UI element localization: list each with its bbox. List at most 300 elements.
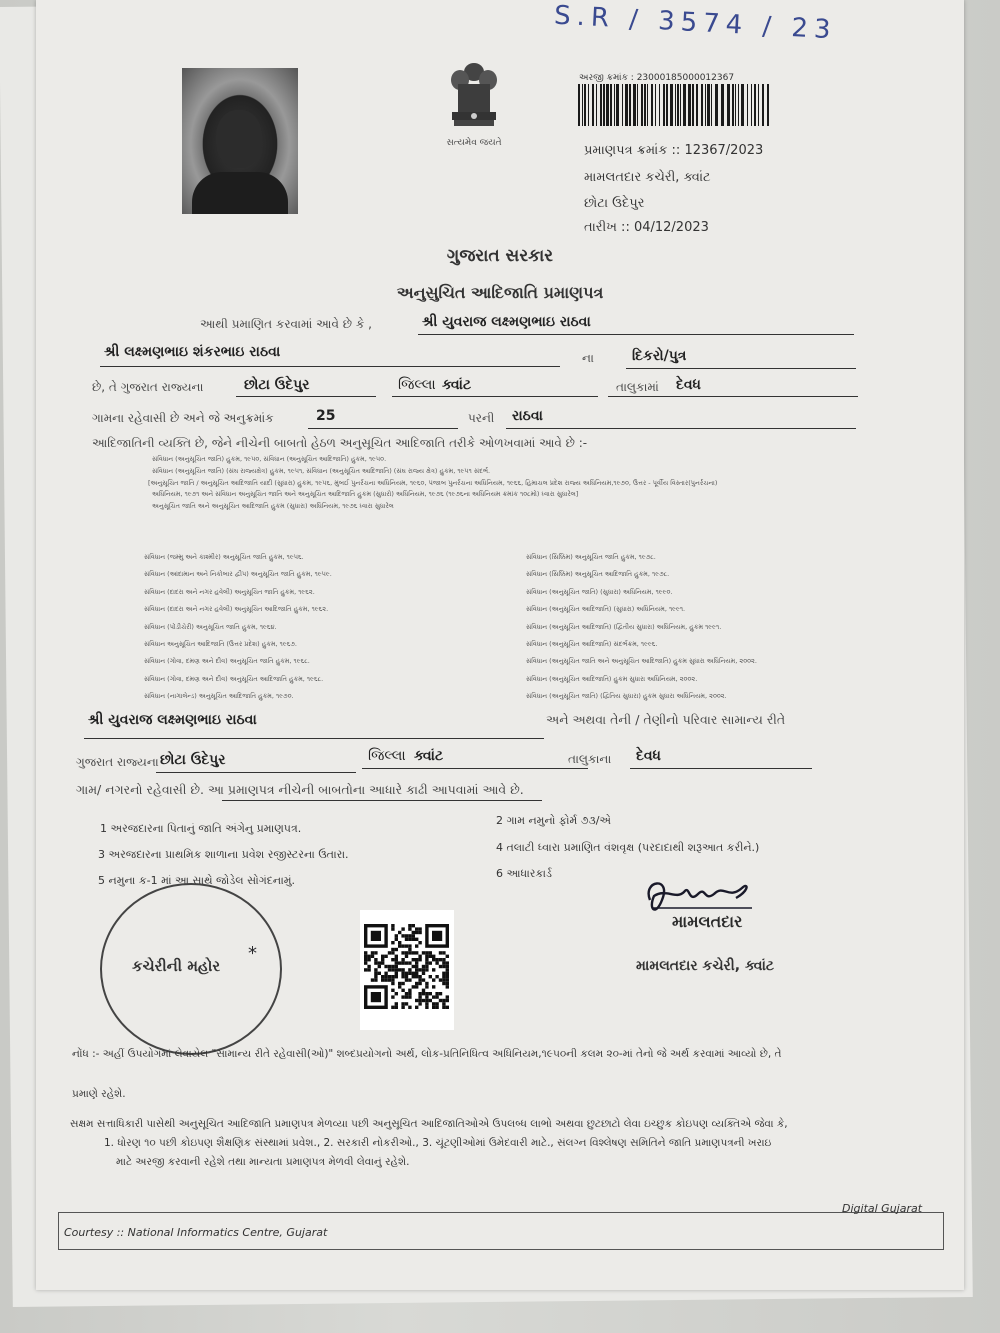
qr-module bbox=[371, 955, 374, 958]
qr-module bbox=[412, 934, 415, 937]
qr-module bbox=[429, 955, 432, 958]
qr-module bbox=[432, 978, 435, 981]
qr-module bbox=[412, 958, 415, 961]
certify-label: આથી પ્રમાણિત કરવામાં આવે છે કે , bbox=[200, 317, 372, 331]
issuing-office: મામલતદાર કચેરી, ક્વાંટ bbox=[584, 170, 711, 185]
qr-module bbox=[422, 965, 425, 968]
qr-finder bbox=[432, 931, 442, 941]
qr-module bbox=[432, 985, 435, 988]
document-item: 3 અરજદારના પ્રાથમિક શાળાના પ્રવેશ રજીસ્ટરના ઉતારા. bbox=[98, 848, 349, 861]
order-left-item: સંવિધાન અનુસૂચિત આદિજાતિ (ઉત્તર પ્રદેશ) હુકમ, ૧૯૬૭. bbox=[144, 640, 297, 649]
qr-module bbox=[442, 982, 445, 985]
orders-left-column bbox=[144, 549, 444, 706]
issue-date: તારીખ :: 04/12/2023 bbox=[584, 220, 709, 235]
qr-module bbox=[395, 965, 398, 968]
residence-village: દેવધ bbox=[636, 748, 661, 764]
qr-module bbox=[415, 972, 418, 975]
barcode-bar bbox=[578, 84, 580, 126]
qr-module bbox=[442, 1006, 445, 1009]
residence-district: છોટા ઉદેપુર bbox=[160, 752, 226, 768]
qr-module bbox=[371, 978, 374, 981]
qr-module bbox=[425, 1002, 428, 1005]
qr-module bbox=[405, 995, 408, 998]
barcode-bar bbox=[721, 84, 724, 126]
qr-module bbox=[381, 978, 384, 981]
qr-module bbox=[391, 1006, 394, 1009]
qr-module bbox=[381, 975, 384, 978]
qr-module bbox=[432, 968, 435, 971]
qr-module bbox=[418, 931, 421, 934]
qr-module bbox=[435, 958, 438, 961]
qr-module bbox=[425, 992, 428, 995]
star-icon: * bbox=[248, 943, 257, 964]
qr-module bbox=[391, 948, 394, 951]
qr-module bbox=[442, 958, 445, 961]
qr-module bbox=[398, 941, 401, 944]
qr-module bbox=[374, 972, 377, 975]
qr-module bbox=[388, 965, 391, 968]
residence-district-label: જિલ્લા bbox=[368, 748, 406, 764]
underline bbox=[222, 800, 542, 801]
signatory-title: મામલતદાર bbox=[672, 912, 743, 931]
qr-module bbox=[442, 965, 445, 968]
qr-module bbox=[398, 931, 401, 934]
barcode-bar bbox=[670, 84, 673, 126]
father-name: શ્રી લક્ષ્મણભાઇ શંકરભાઇ રાઠવા bbox=[104, 344, 281, 360]
qr-module bbox=[422, 999, 425, 1002]
qr-module bbox=[425, 968, 428, 971]
qr-finder bbox=[371, 992, 381, 1002]
order-left-item: સંવિધાન (નાગાલેન્ડ) અનુસૂચિત આદિજાતિ હુકમ, ૧૯૭૦. bbox=[144, 692, 294, 701]
qr-module bbox=[408, 934, 411, 937]
barcode-bar bbox=[582, 84, 583, 126]
barcode-bar bbox=[625, 84, 628, 126]
qr-module bbox=[446, 972, 449, 975]
qr-module bbox=[384, 978, 387, 981]
barcode-bar bbox=[732, 84, 734, 126]
qr-module bbox=[412, 985, 415, 988]
underline bbox=[100, 366, 560, 367]
orders-block bbox=[148, 455, 892, 511]
qr-module bbox=[439, 992, 442, 995]
qr-module bbox=[422, 972, 425, 975]
qr-module bbox=[367, 968, 370, 971]
barcode-bar bbox=[629, 84, 631, 126]
qr-module bbox=[425, 961, 428, 964]
qr-module bbox=[381, 955, 384, 958]
order-right-item: સંવિધાન (સિક્કિમ) અનુસૂચિત આદિજાતિ હુકમ, ૧૯૭૮. bbox=[526, 570, 670, 579]
qr-module bbox=[418, 958, 421, 961]
qr-module bbox=[408, 989, 411, 992]
barcode-bar bbox=[762, 84, 764, 126]
qr-module bbox=[429, 992, 432, 995]
qr-module bbox=[435, 992, 438, 995]
qr-module bbox=[432, 958, 435, 961]
office-stamp bbox=[100, 883, 282, 1055]
order-right-item: સંવિધાન (અનુસૂચિત આદિજાતિ) (દ્વિતીય સુધારા) અધિનિયમ, હુકમ ૧૯૯૧. bbox=[526, 622, 722, 631]
qr-module bbox=[395, 955, 398, 958]
certificate-number: પ્રમાણપત્ર ક્રમાંક :: 12367/2023 bbox=[584, 143, 764, 158]
barcode-bar bbox=[735, 84, 736, 126]
underline bbox=[418, 334, 854, 335]
barcode-bar bbox=[707, 84, 710, 126]
qr-module bbox=[422, 989, 425, 992]
qr-module bbox=[398, 982, 401, 985]
qr-module bbox=[412, 938, 415, 941]
qr-module bbox=[374, 951, 377, 954]
stamp-text: કચેરીની મહોર bbox=[132, 957, 221, 975]
barcode-bar bbox=[651, 84, 653, 126]
order-line: સંવિધાન (અનુસૂચિત જાતિ) હુકમ, ૧૯૫૦, સંવિધાન (અનુસૂચિત આદિજાતિ) હુકમ, ૧૯૫૦. bbox=[152, 455, 387, 463]
qr-module bbox=[364, 968, 367, 971]
qr-module bbox=[374, 961, 377, 964]
qr-module bbox=[405, 972, 408, 975]
qr-module bbox=[425, 1006, 428, 1009]
applicant-photo bbox=[182, 68, 298, 214]
qr-module bbox=[415, 938, 418, 941]
barcode-bar bbox=[666, 84, 668, 126]
qr-module bbox=[395, 975, 398, 978]
qr-module bbox=[415, 931, 418, 934]
barcode-bar bbox=[588, 84, 589, 126]
barcode-bar bbox=[603, 84, 605, 126]
qr-module bbox=[391, 982, 394, 985]
qr-module bbox=[408, 938, 411, 941]
barcode-bar bbox=[754, 84, 756, 126]
qr-module bbox=[442, 975, 445, 978]
note-application: માટે અરજી કરવાની રહેશે તથા માન્યતા પ્રમાણપત્ર મેળવી લેવાનું રહેશે. bbox=[116, 1156, 410, 1168]
document-item: 2 ગામ નમુનો ફોર્મ ૭૩/એ bbox=[496, 814, 612, 827]
qr-module bbox=[408, 961, 411, 964]
barcode-bar bbox=[675, 84, 676, 126]
qr-module bbox=[418, 1002, 421, 1005]
qr-module bbox=[429, 961, 432, 964]
qr-module bbox=[364, 961, 367, 964]
qr-module bbox=[384, 972, 387, 975]
barcode-bar bbox=[701, 84, 703, 126]
order-left-item: સંવિધાન (જમ્મુ અને કાશ્મીર) અનુસૂચિત જાતિ હુકમ, ૧૯૫૬. bbox=[144, 553, 304, 561]
qr-code bbox=[360, 910, 454, 1030]
serial-number: 25 bbox=[316, 408, 336, 424]
barcode-bar bbox=[633, 84, 636, 126]
qr-module bbox=[391, 978, 394, 981]
barcode-bar bbox=[622, 84, 623, 126]
barcode-bar bbox=[641, 84, 643, 126]
photo-shirt bbox=[192, 172, 288, 214]
residence-taluka-label: તાલુકાના bbox=[568, 752, 612, 766]
qr-module bbox=[418, 978, 421, 981]
barcode-bar bbox=[767, 84, 769, 126]
barcode-bar bbox=[751, 84, 752, 126]
qr-module bbox=[418, 982, 421, 985]
qr-module bbox=[401, 989, 404, 992]
qr-module bbox=[429, 975, 432, 978]
qr-module bbox=[418, 999, 421, 1002]
order-left-item: સંવિધાન (ગોવા, દમણ અને દીવ) અનુસૂચિત જાતિ હુકમ, ૧૯૬૮. bbox=[144, 657, 310, 666]
order-left-item: સંવિધાન (આંદામાન અને નિકોબાર દ્વીપ) અનુસૂચિત જાતિ હુકમ, ૧૯૫૯. bbox=[144, 570, 332, 579]
qr-module bbox=[412, 965, 415, 968]
barcode bbox=[576, 84, 774, 126]
order-right-item: સંવિધાન (અનુસૂચિત આદિજાતિ) (સુધારા) અધિનિયમ, ૧૯૯૧. bbox=[526, 605, 686, 614]
handwritten-reference: S.R / 3574 / 23 bbox=[553, 0, 838, 46]
barcode-bar bbox=[677, 84, 679, 126]
barcode-bar bbox=[610, 84, 612, 126]
qr-module bbox=[446, 1006, 449, 1009]
barcode-bar bbox=[747, 84, 748, 126]
qr-module bbox=[405, 951, 408, 954]
certificate-title: અનુસુચિત આદિજાતિ પ્રમાણપત્ર bbox=[396, 283, 604, 302]
qr-module bbox=[395, 968, 398, 971]
qr-module bbox=[415, 999, 418, 1002]
qr-module bbox=[408, 978, 411, 981]
digital-gujarat-label: Digital Gujarat bbox=[842, 1202, 923, 1215]
qr-module bbox=[429, 999, 432, 1002]
qr-module bbox=[415, 944, 418, 947]
qr-module bbox=[439, 951, 442, 954]
qr-module bbox=[395, 948, 398, 951]
qr-module bbox=[408, 968, 411, 971]
qr-module bbox=[412, 931, 415, 934]
qr-module bbox=[395, 992, 398, 995]
qr-module bbox=[378, 961, 381, 964]
qr-module bbox=[442, 1002, 445, 1005]
qr-module bbox=[405, 978, 408, 981]
order-left-item: સંવિધાન (દાદરા અને નગર હવેલી) અનુસૂચિત આદિજાતિ હુકમ, ૧૯૬૨. bbox=[144, 605, 329, 614]
barcode-bar bbox=[592, 84, 594, 126]
document-item: 6 આધારકાર્ડ bbox=[496, 867, 552, 880]
order-line: અધિનિયમ, ૧૯૭૧ અને સંવિધાન અનુસૂચિત જાતિ અને અનુસૂચિત આદિજાતિ હુકમ (સુધારો) અધિનિયમ, ૧૯૭૬ (૧૯૭૬ના અધિનિયમ ક્રમાંક ૧૦૮મો) ધ્વારા સુધારેલ] bbox=[152, 490, 579, 499]
order-right-item: સંવિધાન (અનુસૂચિત આદિજાતિ) હુકમ સુધારા અધિનિયમ, ૨૦૦૨. bbox=[526, 674, 698, 683]
qr-module bbox=[388, 978, 391, 981]
qr-module bbox=[432, 995, 435, 998]
document-item: 1 અરજદારના પિતાનું જાતિ અંગેનુ પ્રમાણપત્ર. bbox=[100, 822, 302, 835]
qr-module bbox=[446, 978, 449, 981]
qr-module bbox=[405, 975, 408, 978]
qr-module bbox=[398, 944, 401, 947]
barcode-bar bbox=[614, 84, 615, 126]
qr-module bbox=[412, 951, 415, 954]
barcode-bar bbox=[659, 84, 660, 126]
qr-module bbox=[391, 995, 394, 998]
barcode-bar bbox=[680, 84, 681, 126]
qr-module bbox=[384, 975, 387, 978]
emblem-caption: સત્યમેવ જયતે bbox=[446, 138, 502, 148]
qr-module bbox=[435, 995, 438, 998]
barcode-bar bbox=[692, 84, 694, 126]
qr-module bbox=[401, 958, 404, 961]
qr-module bbox=[418, 955, 421, 958]
qr-module bbox=[412, 924, 415, 927]
qr-module bbox=[391, 989, 394, 992]
tribe-clause: આદિજાતિની વ્યક્તિ છે, જેને નીચેની બાબતો હેઠળ અનુસૂચિત આદિજાતિ તરીકે ઓળખવામાં આવે છે :- bbox=[92, 436, 588, 450]
qr-module bbox=[415, 965, 418, 968]
qr-module bbox=[408, 927, 411, 930]
barcode-bar bbox=[647, 84, 648, 126]
qr-module bbox=[442, 999, 445, 1002]
barcode-bar bbox=[696, 84, 698, 126]
qr-module bbox=[446, 968, 449, 971]
barcode-bar bbox=[741, 84, 744, 126]
taluka-label: તાલુકામાં bbox=[616, 380, 659, 394]
qr-module bbox=[422, 992, 425, 995]
residence-taluka: ક્વાંટ bbox=[414, 748, 444, 764]
qr-module bbox=[418, 927, 421, 930]
qr-module bbox=[442, 961, 445, 964]
underline bbox=[608, 396, 858, 397]
underline bbox=[156, 772, 356, 773]
qr-module bbox=[408, 951, 411, 954]
qr-module bbox=[371, 951, 374, 954]
qr-module bbox=[395, 938, 398, 941]
qr-module bbox=[388, 975, 391, 978]
note-definition-end: પ્રમાણે રહેશે. bbox=[72, 1088, 126, 1100]
national-emblem-icon bbox=[444, 58, 504, 136]
qr-module bbox=[425, 982, 428, 985]
qr-module bbox=[422, 968, 425, 971]
barcode-bar bbox=[727, 84, 730, 126]
qr-module bbox=[401, 968, 404, 971]
qr-module bbox=[425, 958, 428, 961]
underline bbox=[236, 396, 376, 397]
qr-module bbox=[395, 958, 398, 961]
qr-module bbox=[418, 992, 421, 995]
barcode-bar bbox=[683, 84, 686, 126]
qr-module bbox=[412, 972, 415, 975]
qr-module bbox=[388, 968, 391, 971]
qr-module bbox=[439, 958, 442, 961]
document-item: 4 તલાટી ધ્વારા પ્રમાણિત વંશવૃક્ષ (પરદાદાથી શરૂઆત કરીને.) bbox=[496, 841, 760, 854]
order-line: અનુસૂચિત જાતિ અને અનુસૂચિત આદિજાતિ હુકમ (સુધારા) અધિનિયમ, ૧૯૭૬ ધ્વારા સુધારેલ bbox=[152, 502, 394, 511]
qr-module bbox=[446, 965, 449, 968]
qr-module bbox=[439, 978, 442, 981]
barcode-bar bbox=[705, 84, 706, 126]
qr-module bbox=[367, 955, 370, 958]
qr-module bbox=[405, 1002, 408, 1005]
barcode-bar bbox=[606, 84, 609, 126]
qr-module bbox=[432, 955, 435, 958]
barcode-bar bbox=[711, 84, 712, 126]
qr-module bbox=[412, 975, 415, 978]
qr-module bbox=[415, 927, 418, 930]
qr-module bbox=[401, 982, 404, 985]
barcode-bar bbox=[596, 84, 597, 126]
order-right-item: સંવિધાન (અનુસૂચિત જાતિ અને અનુસૂચિત આદિજાતિ) હુકમ સુધારા અધિનિયમ, ૨૦૦૨. bbox=[526, 657, 757, 666]
qr-module bbox=[446, 961, 449, 964]
qr-module bbox=[435, 961, 438, 964]
qr-module bbox=[446, 975, 449, 978]
son-of-label: ના bbox=[582, 351, 594, 365]
qr-module bbox=[374, 968, 377, 971]
qr-module bbox=[374, 978, 377, 981]
underline bbox=[308, 428, 458, 429]
qr-module bbox=[391, 927, 394, 930]
underline bbox=[84, 738, 544, 739]
underline bbox=[506, 428, 856, 429]
qr-module bbox=[429, 951, 432, 954]
orders-right-column bbox=[526, 549, 866, 706]
tribe-label: પરની bbox=[468, 411, 495, 425]
qr-module bbox=[378, 965, 381, 968]
qr-module bbox=[408, 924, 411, 927]
order-line: સંવિધાન (અનુસૂચિત જાતિ) (સંઘ રાજ્યક્ષેત્ર) હુકમ, ૧૯૫૧, સંવિધાન (અનુસૂચિત આદિજાતિ) (સંઘ રાજ્ય ક્ષેત્ર) હુકમ, ૧૯૫૧ સંદર્ભ. bbox=[152, 466, 491, 475]
order-line: [અનુસૂચિત જાતિ / અનુસૂચિત આદિજાતિ યાદી (સુધારા) હુકમ, ૧૯૫૬, મુંબઈ પુનર્રચના અધિનિયમ, ૧૯૬૦, પંજાબ પુનર્રચના અધિનિયમ, ૧૯૬૬, હિમાચલ પ્રદેશ રાજ્ય અધિનિયમ,૧૯૭૦, ઉત્તર - પૂર્વીય વિસ્તાર(પુનર્રચના) bbox=[148, 478, 718, 487]
qr-module bbox=[395, 961, 398, 964]
qr-module bbox=[391, 924, 394, 927]
applicant-name: શ્રી યુવરાજ લક્ષ્મણભાઇ રાઠવા bbox=[422, 314, 591, 330]
qr-module bbox=[422, 978, 425, 981]
qr-module bbox=[408, 948, 411, 951]
qr-module bbox=[391, 965, 394, 968]
note-purposes: 1. ધોરણ ૧૦ પછી કોઇપણ શૈક્ષણિક સંસ્થામાં પ્રવેશ., 2. સરકારી નોકરીઓ., 3. ચૂંટણીઓમાં ઉમેદવારી માટે., સંલગ્ન વિશ્લેષણ સમિતિને જાતિ પ્રમાણપત્રની ખરાઇ bbox=[104, 1137, 772, 1149]
qr-finder bbox=[371, 931, 381, 941]
qr-module bbox=[364, 955, 367, 958]
district-value: છોટા ઉદેપુર bbox=[244, 377, 310, 393]
barcode-bar bbox=[600, 84, 602, 126]
qr-module bbox=[446, 955, 449, 958]
qr-module bbox=[425, 951, 428, 954]
order-right-item: સંવિધાન (સિક્કિમ) અનુસૂચિત જાતિ હુકમ, ૧૯૭૮. bbox=[526, 553, 656, 561]
qr-module bbox=[391, 951, 394, 954]
note-definition: નોંધ :- અહીં ઉપયોગમાં લેવાયેલ "સામાન્ય રીતે રહેવાસી(ઓ)" શબ્દપ્રયોગનો અર્થ, લોક-પ્રતિનિધિત્વ અધિનિયમ,૧૯૫૦ની કલમ ૨૦-માં તેનો જે અર્થ કરવામાં આવ્યો છે, તે bbox=[72, 1048, 782, 1060]
qr-module bbox=[425, 965, 428, 968]
qr-module bbox=[405, 934, 408, 937]
barcode-bar bbox=[758, 84, 759, 126]
qr-module bbox=[405, 961, 408, 964]
qr-module bbox=[381, 961, 384, 964]
barcode-bar bbox=[655, 84, 656, 126]
qr-module bbox=[432, 1006, 435, 1009]
barcode-bar bbox=[738, 84, 739, 126]
qr-module bbox=[384, 955, 387, 958]
qr-module bbox=[422, 951, 425, 954]
state-label: છે, તે ગુજરાત રાજ્યના bbox=[92, 380, 204, 394]
government-title: ગુજરાત સરકાર bbox=[446, 246, 554, 266]
qr-module bbox=[405, 955, 408, 958]
qr-module bbox=[367, 958, 370, 961]
qr-module bbox=[374, 975, 377, 978]
qr-module bbox=[401, 944, 404, 947]
application-number: અરજી ક્રમાંક : 23000185000012367 bbox=[579, 73, 735, 83]
barcode-bar bbox=[616, 84, 619, 126]
qr-module bbox=[446, 985, 449, 988]
qr-module bbox=[435, 1002, 438, 1005]
qr-module bbox=[401, 927, 404, 930]
qr-module bbox=[435, 975, 438, 978]
qr-module bbox=[401, 951, 404, 954]
qr-module bbox=[408, 1006, 411, 1009]
qr-module bbox=[408, 995, 411, 998]
qr-module bbox=[398, 961, 401, 964]
qr-module bbox=[401, 1006, 404, 1009]
qr-module bbox=[381, 958, 384, 961]
qr-module bbox=[405, 944, 408, 947]
qr-module bbox=[391, 958, 394, 961]
qr-module bbox=[418, 975, 421, 978]
qr-module bbox=[418, 941, 421, 944]
order-right-item: સંવિધાન (અનુસૂચિત જાતિ) (દ્વિતિય સુધારા) હુકમ સુધારા અધિનિયમ, ૨૦૦૨. bbox=[526, 692, 727, 701]
qr-module bbox=[378, 972, 381, 975]
underline bbox=[626, 368, 856, 369]
qr-module bbox=[425, 999, 428, 1002]
qr-module bbox=[405, 938, 408, 941]
qr-module bbox=[391, 968, 394, 971]
qr-module bbox=[401, 961, 404, 964]
courtesy-label: Courtesy :: National Informatics Centre, Gujarat bbox=[64, 1226, 328, 1239]
certificate-page bbox=[36, 0, 964, 1290]
order-right-item: સંવિધાન (અનુસૂચિત જાતિ) (સુધારા) અધિનિયમ, ૧૯૯૦. bbox=[526, 587, 673, 596]
barcode-bar bbox=[688, 84, 691, 126]
qr-module bbox=[442, 951, 445, 954]
